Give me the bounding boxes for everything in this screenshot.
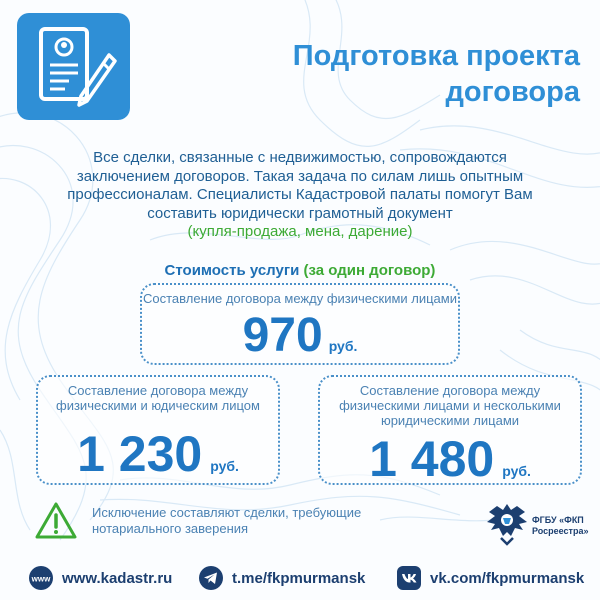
description-line: Составление договора между <box>67 383 249 398</box>
telegram-link[interactable]: t.me/fkpmurmansk <box>232 569 366 587</box>
price-card-description <box>320 383 580 428</box>
cost-heading-note: (за один договор) <box>303 262 436 279</box>
price-amount: 1 480 <box>369 431 495 487</box>
price-card-description <box>38 383 278 413</box>
intro-line-3: профессионалам. Специалисты Кадастровой палаты помогут Вам <box>67 186 533 203</box>
rosreestr-eagle-logo-icon <box>483 498 531 548</box>
page-title <box>220 38 580 110</box>
intro-line-5: (купля-продажа, мена, дарение) <box>187 223 413 240</box>
note-line-1: Исключение составляют сделки, требующие <box>92 505 362 520</box>
price-amount: 1 230 <box>77 426 203 482</box>
price-card-individuals-and-several-legal-entities <box>318 375 582 485</box>
www-icon-text: www <box>31 574 51 584</box>
logo-caption <box>532 515 598 537</box>
intro-line-4: составить юридически грамотный документ <box>147 204 453 222</box>
price-line <box>38 425 278 483</box>
logo-line-1: ФГБУ «ФКП <box>532 515 584 525</box>
telegram-icon <box>198 565 224 591</box>
footer-website[interactable] <box>28 564 172 592</box>
description-line: физическими и юдическим лицом <box>56 398 260 413</box>
price-line <box>142 308 458 363</box>
footer-telegram[interactable] <box>198 564 365 592</box>
exception-note <box>92 505 392 537</box>
www-icon <box>28 565 54 591</box>
price-currency: руб. <box>502 463 531 479</box>
description-line: юридическими лицами <box>380 413 520 428</box>
warning-icon <box>34 501 78 541</box>
description-line: физическими лицами и несколькими <box>339 398 561 413</box>
footer-vk[interactable] <box>396 564 584 592</box>
vk-icon <box>396 565 422 591</box>
price-card-individuals-and-legal-entity <box>36 375 280 485</box>
title-line-1: Подготовка проекта <box>292 40 580 72</box>
title-line-2: договора <box>445 76 580 108</box>
website-link[interactable]: www.kadastr.ru <box>62 569 173 587</box>
contract-document-icon <box>17 13 130 120</box>
price-currency: руб. <box>328 338 358 354</box>
price-card-individuals <box>140 283 460 365</box>
footer-contacts <box>0 560 600 594</box>
description-line: Составление договора между <box>359 383 541 398</box>
description-line: Составление договора между физическими лицами <box>142 291 457 306</box>
price-amount: 970 <box>242 309 323 362</box>
cost-heading <box>0 262 600 279</box>
price-card-description <box>142 291 458 306</box>
intro-text <box>40 149 560 242</box>
vk-link[interactable]: vk.com/fkpmurmansk <box>430 569 585 587</box>
logo-line-2: Росреестра» <box>532 526 589 536</box>
intro-line-1: Все сделки, связанные с недвижимостью, сопровождаются <box>93 149 507 166</box>
cost-heading-label: Стоимость услуги <box>164 262 300 279</box>
price-currency: руб. <box>210 458 239 474</box>
price-line <box>320 430 580 488</box>
intro-line-2: заключением договоров. Такая задача по силам лишь опытным <box>76 167 524 185</box>
note-line-2: нотариального заверения <box>92 521 249 536</box>
